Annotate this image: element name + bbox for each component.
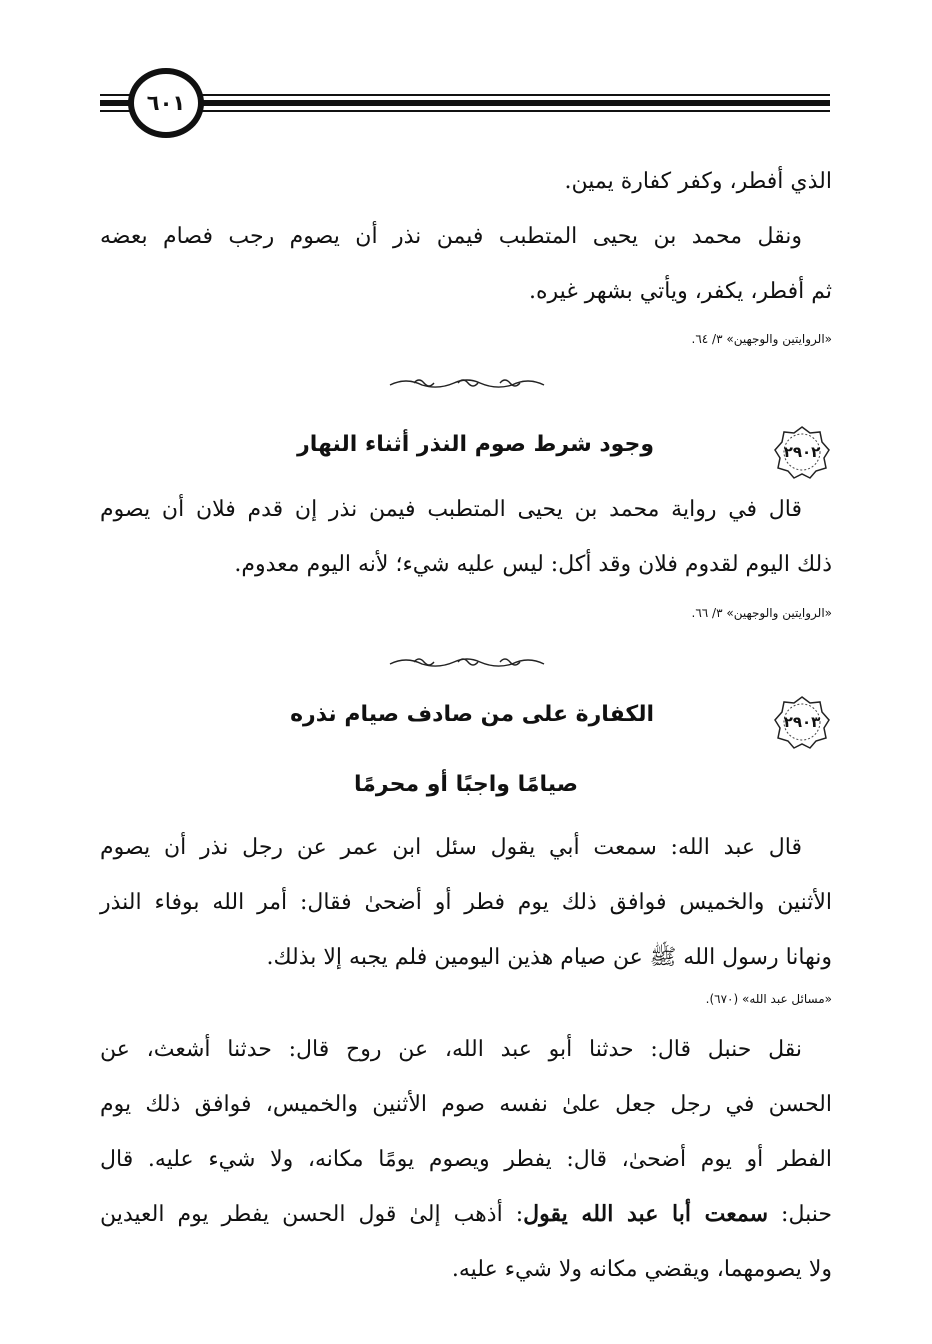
text-run: : أذهب إلىٰ قول الحسن يفطر يوم العيدين — [100, 1202, 524, 1227]
section-title: الكفارة على من صادف صيام نذره — [290, 702, 654, 727]
text-line: قال عبد الله: سمعت أبي يقول سئل ابن عمر عن رجل نذر أن يصوم — [100, 835, 802, 860]
text-line: نقل حنبل قال: حدثنا أبو عبد الله، عن روح قال: حدثنا أشعث، عن — [100, 1037, 802, 1062]
text-line: ونقل محمد بن يحيى المتطبب فيمن نذر أن يصوم رجب فصام بعضه — [100, 224, 802, 249]
emphasis-text: سمعت أبا عبد الله يقول — [523, 1201, 769, 1227]
section-title: وجود شرط صوم النذر أثناء النهار — [297, 432, 654, 457]
section-heading — [100, 694, 832, 754]
text-line: الذي أفطر، وكفر كفارة يمين. — [564, 169, 832, 194]
citation: «الروايتين والوجهين» ٣/ ٦٤. — [691, 332, 832, 346]
text-line: ولا يصومهما، ويقضي مكانه ولا شيء عليه. — [451, 1257, 832, 1282]
header-rule-thin-top — [100, 94, 830, 96]
header-rule-thick — [100, 100, 830, 106]
text-line-with-emphasis — [100, 1187, 832, 1242]
section-body-2 — [100, 1022, 832, 1297]
section-body — [100, 482, 832, 592]
header-rule-thin-bottom — [100, 110, 830, 112]
section-body — [100, 820, 832, 985]
section-number: ٢٩٠٣ — [783, 713, 821, 731]
text-line: ذلك اليوم لقدوم فلان وقد أكل: ليس عليه شيء؛ لأنه اليوم معدوم. — [234, 552, 832, 577]
section-heading — [100, 424, 832, 484]
text-line: الحسن في رجل جعل علىٰ نفسه صوم الأثنين والخميس، فوافق ذلك يوم — [100, 1092, 832, 1117]
ornament-divider — [386, 655, 548, 669]
text-line: قال في رواية محمد بن يحيى المتطبب فيمن نذر إن قدم فلان أن يصوم — [100, 497, 802, 522]
page-header — [100, 62, 830, 152]
text-line: ونهانا رسول الله ﷺ عن صيام هذين اليومين فلم يجبه إلا بذلك. — [266, 945, 832, 970]
page-number-frame — [128, 68, 204, 138]
continued-paragraph — [100, 154, 832, 319]
ornament-divider — [386, 376, 548, 390]
text-line: ثم أفطر، يكفر، ويأتي بشهر غيره. — [528, 279, 832, 304]
text-run: حنبل: — [768, 1202, 832, 1227]
section-number: ٢٩٠٢ — [783, 443, 821, 461]
citation: «الروايتين والوجهين» ٣/ ٦٦. — [691, 606, 832, 620]
text-line: الأثنين والخميس فوافق ذلك يوم فطر أو أضحىٰ فقال: أمر الله بوفاء النذر — [100, 890, 832, 915]
section-title-line2: صيامًا واجبًا أو محرمًا — [354, 772, 578, 797]
text-line: الفطر أو يوم أضحىٰ، قال: يفطر ويصوم يومًا مكانه، ولا شيء عليه. قال — [100, 1147, 832, 1172]
citation: «مسائل عبد الله» (٦٧٠). — [705, 992, 832, 1006]
page-number: ٦٠١ — [146, 91, 186, 115]
